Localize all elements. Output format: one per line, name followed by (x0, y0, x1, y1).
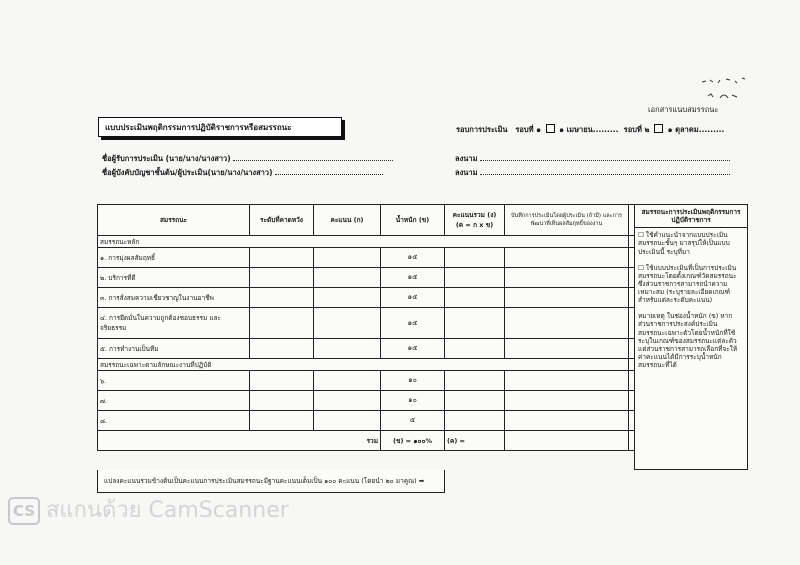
side-note: หมายเหตุ ในช่องน้ำหนัก (ข) หากส่วนราชการประสงค์ประเมินสมรรถนะเฉพาะตัวโดยน้ำหนักที่ใช้ระบุในเกณฑ์ของสมรรถนะแต่ละตัว แต่ส่วนราชการสามารถเลือกที่จะให้ค่าคะแนนได้มีการระบุน้ำหนักสมรรถนะที่ได้ (638, 312, 738, 369)
round2-label: รอบที่ ๒ (623, 125, 650, 134)
total-cell[interactable] (445, 268, 505, 288)
record-cell[interactable] (505, 339, 629, 359)
total-cell[interactable] (445, 248, 505, 268)
expected-cell[interactable] (250, 371, 314, 391)
assessor-sign-label: ลงนาม (455, 168, 478, 177)
total-cell[interactable] (445, 339, 505, 359)
weight-cell: ๑๕ (381, 248, 445, 268)
round2-checkbox[interactable] (654, 124, 663, 133)
weight-cell: ๑๐ (381, 371, 445, 391)
sum-record (505, 431, 629, 451)
expected-cell[interactable] (250, 411, 314, 431)
table-row (98, 339, 638, 359)
total-cell[interactable] (445, 411, 505, 431)
side-option-1[interactable]: ☐ ใช้คำแนะนำจากแบบประเมินสมรรถนะชั้นๆ มาสรุปให้เป็นแบบประเมินนี้ ระบุที่มา (638, 231, 730, 256)
header-total-formula: (ค = ก x ข) (455, 221, 494, 229)
weight-cell: ๕ (381, 411, 445, 431)
assessee-row (102, 153, 393, 165)
expected-cell[interactable] (250, 288, 314, 308)
total-cell[interactable] (445, 308, 505, 339)
sum-row (98, 431, 638, 451)
header-competency: สมรรถนะ (98, 205, 250, 236)
header-score: คะแนน (ก) (314, 205, 381, 236)
score-cell[interactable] (314, 268, 381, 288)
assessee-field[interactable] (233, 160, 393, 161)
assessee-sign-row (455, 153, 730, 165)
sum-weight: (ข) = ๑๐๐% (381, 431, 445, 451)
section-specific-label: สมรรถนะเฉพาะตามลักษณะงานที่ปฏิบัติ (98, 359, 629, 371)
score-cell[interactable] (314, 391, 381, 411)
competency-name: ๕. การทำงานเป็นทีม (98, 339, 250, 359)
document-label: เอกสารแนบสมรรถนะ (648, 105, 719, 114)
competency-name: ๔. การยึดมั่นในความถูกต้องชอบธรรม และจริยธรรม (98, 308, 250, 339)
header-record: บันทึกการประเมินโดยผู้ประเมิน (ถ้ามี) และการพัฒนาที่เห็นผลสัมฤทธิ์ของงาน (505, 205, 629, 236)
round-label: รอบการประเมิน (456, 125, 508, 134)
assessee-sign-field[interactable] (480, 160, 730, 161)
form-title (98, 117, 342, 137)
record-cell[interactable] (505, 371, 629, 391)
table-row (98, 411, 638, 431)
table-row (98, 391, 638, 411)
total-cell[interactable] (445, 391, 505, 411)
header-expected: ระดับที่คาดหวัง (250, 205, 314, 236)
competency-name: ๘. (98, 411, 250, 431)
side-option-2[interactable]: ☐ ใช้แบบประเมินที่เป็นการประเมินสมรรถนะโดยตั้งเกณฑ์วัดสมรรถนะซึ่งส่วนราชการสามารถนำความเหมาะสม (ระบุรายละเอียดเกณฑ์สำหรับแต่ละระดับคะแนน) (638, 263, 737, 305)
table-row (98, 308, 638, 339)
table-row (98, 248, 638, 268)
expected-cell[interactable] (250, 308, 314, 339)
round1-label: รอบที่ ๑ (515, 125, 541, 134)
header-total-label: คะแนนรวม (ง) (452, 211, 497, 219)
section-specific-row (98, 359, 638, 371)
footer-note: แปลงคะแนนรวมข้างต้นเป็นคะแนนการประเมินสมรรถนะมีฐานคะแนนเต็มเป็น ๑๐๐ คะแนน (โดยนำ ๒๐ มาคูณ) (104, 477, 417, 485)
sum-total: (ค) = (445, 431, 505, 451)
total-cell[interactable] (445, 371, 505, 391)
record-cell[interactable] (505, 248, 629, 268)
competency-table (97, 204, 638, 451)
expected-cell[interactable] (250, 339, 314, 359)
record-cell[interactable] (505, 411, 629, 431)
competency-name: ๖. (98, 371, 250, 391)
competency-name: ๗. (98, 391, 250, 411)
table-row (98, 288, 638, 308)
score-cell[interactable] (314, 288, 381, 308)
expected-cell[interactable] (250, 248, 314, 268)
watermark-text: สแกนด้วย CamScanner (46, 498, 289, 523)
score-cell[interactable] (314, 308, 381, 339)
header-total (445, 205, 505, 236)
assessor-sign-field[interactable] (480, 174, 730, 175)
weight-cell: ๑๕ (381, 288, 445, 308)
record-cell[interactable] (505, 268, 629, 288)
score-cell[interactable] (314, 339, 381, 359)
weight-cell: ๑๐ (381, 391, 445, 411)
score-cell[interactable] (314, 371, 381, 391)
round1-date: ๑ เมษายน......... (559, 125, 619, 134)
competency-name: ๓. การสั่งสมความเชี่ยวชาญในงานอาชีพ (98, 288, 250, 308)
camscanner-logo-icon: CS (8, 497, 40, 525)
side-panel-heading: สมรรถนะการประเมินพฤติกรรมการปฏิบัติราชการ (635, 205, 747, 228)
score-cell[interactable] (314, 411, 381, 431)
competency-name: ๑. การมุ่งผลสัมฤทธิ์ (98, 248, 250, 268)
form-title-text: แบบประเมินพฤติกรรมการปฏิบัติราชการหรือสมรรถนะ (105, 122, 292, 132)
table-row (98, 268, 638, 288)
score-cell[interactable] (314, 248, 381, 268)
record-cell[interactable] (505, 308, 629, 339)
expected-cell[interactable] (250, 268, 314, 288)
section-core-label: สมรรถนะหลัก (98, 236, 629, 248)
scanner-watermark (8, 492, 289, 527)
competency-name: ๒. บริการที่ดี (98, 268, 250, 288)
total-cell[interactable] (445, 288, 505, 308)
weight-cell: ๑๕ (381, 339, 445, 359)
sum-label: รวม (98, 431, 381, 451)
section-core-row (98, 236, 638, 248)
header-weight: น้ำหนัก (ข) (381, 205, 445, 236)
assessor-row (102, 167, 383, 179)
record-cell[interactable] (505, 391, 629, 411)
footer-note-box (97, 470, 445, 493)
assessee-sign-label: ลงนาม (455, 154, 478, 163)
assessor-field[interactable] (275, 174, 383, 175)
table-row (98, 371, 638, 391)
weight-cell: ๑๕ (381, 308, 445, 339)
weight-cell: ๑๕ (381, 268, 445, 288)
record-cell[interactable] (505, 288, 629, 308)
table-header (98, 205, 638, 236)
assessor-sign-row (455, 167, 730, 179)
side-panel (634, 204, 748, 470)
expected-cell[interactable] (250, 391, 314, 411)
evaluation-round (456, 124, 724, 136)
assessor-label: ชื่อผู้บังคับบัญชาชั้นต้น/ผู้ประเมิน(นาย/นาง/นางสาว) (102, 168, 273, 177)
arrow-right-icon: ➡ (418, 477, 425, 485)
round2-date: ๑ ตุลาคม......... (667, 125, 725, 134)
assessee-label: ชื่อผู้รับการประเมิน (นาย/นาง/นางสาว) (102, 154, 231, 163)
round1-checkbox[interactable] (546, 124, 555, 133)
